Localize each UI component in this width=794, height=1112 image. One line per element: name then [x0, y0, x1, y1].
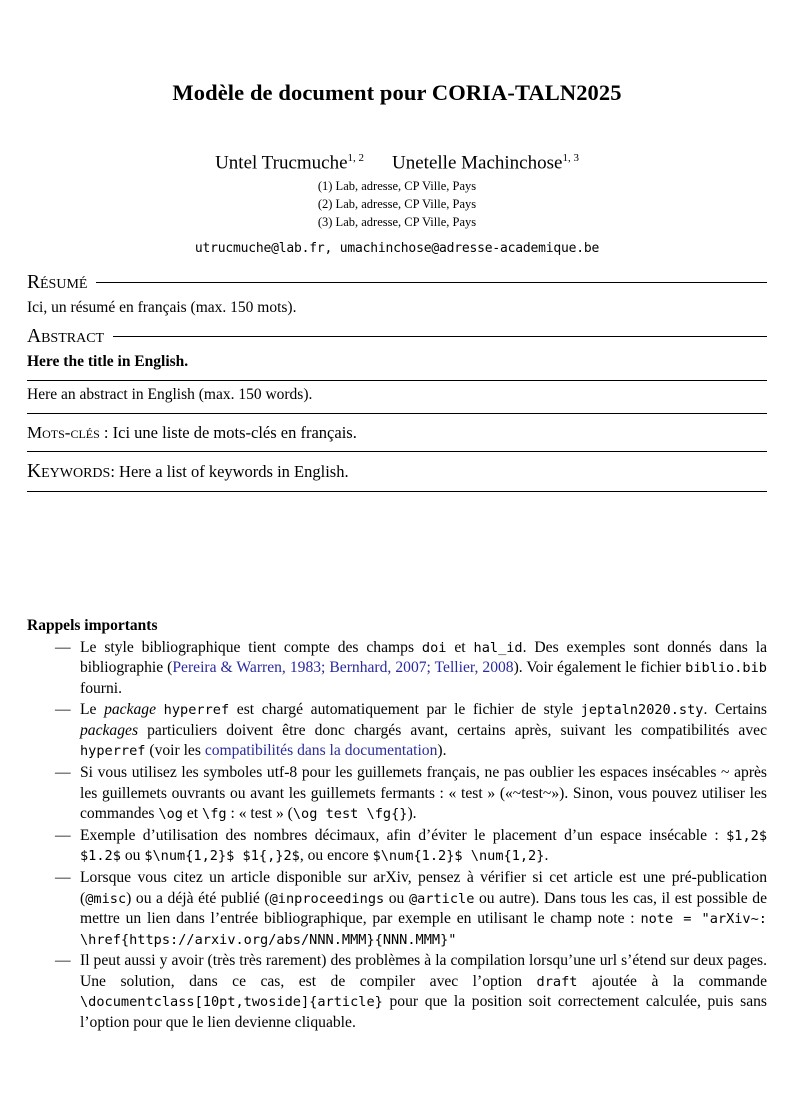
text-run: Exemple d’utilisation des nombres décimaux, afin d’éviter le placement d’un espace insécable :	[80, 826, 727, 844]
resume-text: Ici, un résumé en français (max. 150 mots).	[27, 298, 297, 316]
list-item	[55, 951, 767, 1033]
text-run: ) ou a déjà été publié (	[126, 889, 270, 907]
text-run: biblio.bib	[685, 660, 767, 677]
text-run: @article	[408, 890, 475, 907]
list-item	[55, 638, 767, 700]
keywords-fr-text: : Ici une liste de mots-clés en français.	[99, 422, 357, 442]
author-emails: utrucmuche@lab.fr, umachinchose@adresse-academique.be	[194, 240, 600, 256]
abstract-heading-row	[27, 326, 767, 348]
text-run: $\num{1.2}$ \num{1,2}	[372, 848, 545, 865]
text-run: \fg	[202, 806, 227, 823]
list-item	[55, 868, 767, 950]
text-run: . Certains	[703, 701, 767, 719]
text-run: draft	[536, 973, 578, 990]
section-rappels	[27, 617, 767, 1034]
separator-rule	[27, 451, 767, 452]
author-entry	[215, 152, 364, 174]
author-entry	[392, 152, 579, 174]
text-run: .	[544, 847, 549, 865]
text-run: , ou encore	[299, 847, 373, 865]
author-name: Untel Trucmuche	[215, 152, 348, 174]
text-run: packages	[80, 721, 139, 739]
text-run: ou autre). Dans tous les cas, il est possible de mettre un lien dans l’entrée bibliographique, par exemple en utilisant le champ note :	[80, 889, 768, 928]
text-run: ). Voir également le fichier	[513, 659, 686, 677]
affiliations	[27, 178, 767, 231]
keywords-fr-line	[27, 423, 767, 443]
text-run: hyperref	[163, 702, 230, 719]
text-run: \documentclass[10pt,twoside]{article}	[80, 994, 383, 1011]
text-run: (voir les	[145, 742, 205, 760]
text-run: doi	[421, 639, 447, 656]
section-heading: Rappels importants	[27, 616, 158, 634]
text-run: fourni.	[80, 679, 123, 697]
text-run: $\num{1,2}$ $1{,}2$	[144, 848, 300, 865]
text-run: et	[182, 805, 203, 823]
list-item	[55, 763, 767, 825]
affiliation-line: (2) Lab, adresse, CP Ville, Pays	[317, 197, 477, 212]
text-run: @inproceedings	[269, 890, 385, 907]
text-run: hal_id	[473, 639, 523, 656]
separator-rule	[27, 413, 767, 414]
author-list	[27, 152, 767, 174]
text-run: Le style bibliographique tient compte des champs	[80, 638, 422, 656]
text-run: particuliers doivent être donc chargés avant, certains après, suivant les compatibilités avec	[138, 721, 767, 739]
list-item	[55, 826, 767, 867]
text-run: hyperref	[80, 743, 146, 760]
page-content	[27, 60, 767, 1035]
text-run: jeptaln2020.sty	[580, 702, 704, 719]
author-affil-marker: 1, 2	[347, 152, 365, 164]
list-item	[55, 700, 767, 762]
text-run: Le	[80, 701, 105, 719]
author-name: Unetelle Machinchose	[392, 152, 563, 174]
text-run: Si vous utilisez les symboles utf-8 pour les guillemets français, ne pas oublier les espaces insécables ~ après les guillemets ouvrants ou avant les guillemets fermants : « test » («~test~»). Sinon, vous pouvez utiliser les commandes	[80, 764, 767, 823]
text-run: . Des exemples sont donnés dans la bibliographie (	[80, 638, 768, 677]
text-run: Lorsque vous citez un article disponible sur arXiv, pensez à vérifier si cet article est une pré-publication (	[80, 868, 767, 907]
doc-link[interactable]: compatibilités dans la documentation	[204, 742, 438, 760]
text-run: $1,2$ $1.2$	[80, 827, 767, 865]
citation-link[interactable]: Pereira & Warren, 1983; Bernhard, 2007; Tellier, 2008	[172, 659, 514, 677]
text-run: ou	[120, 847, 145, 865]
page-title: Modèle de document pour CORIA-TALN2025	[172, 80, 622, 105]
abstract-block	[27, 272, 767, 492]
separator-rule	[27, 491, 767, 492]
abstract-label: Abstract	[27, 325, 105, 347]
abstract-text: Here an abstract in English (max. 150 words).	[27, 385, 313, 403]
text-run: est chargé automatiquement par le fichier de style	[229, 701, 581, 719]
keywords-fr-label: Mots-clés	[27, 422, 100, 442]
text-run: note = "arXiv~: \href{https://arxiv.org/abs/NNN.MMM}{NNN.MMM}"	[80, 911, 767, 948]
rappels-list	[27, 638, 767, 1034]
separator-rule	[27, 380, 767, 381]
text-run: et	[446, 638, 474, 656]
text-run: : « test » (	[226, 805, 293, 823]
affiliation-line: (1) Lab, adresse, CP Ville, Pays	[317, 179, 477, 194]
author-affil-marker: 1, 3	[562, 152, 579, 164]
resume-label: Résumé	[27, 271, 88, 293]
keywords-en-line	[27, 461, 767, 483]
heading-rule	[113, 336, 767, 337]
heading-rule	[96, 282, 767, 283]
resume-heading-row	[27, 272, 767, 294]
text-run: ).	[407, 805, 417, 823]
affiliation-line: (3) Lab, adresse, CP Ville, Pays	[317, 214, 477, 229]
text-run: \og	[158, 806, 183, 823]
keywords-en-label: Keywords	[27, 460, 111, 482]
text-run	[156, 701, 164, 718]
text-run: @misc	[85, 890, 127, 907]
text-run: pour que la position soit correctement calculée, puis sans l’option pour que le lien devienne cliquable.	[80, 993, 767, 1031]
english-title: Here the title in English.	[27, 352, 189, 370]
text-run: ou	[384, 889, 409, 907]
text-run: Il peut aussi y avoir (très très rarement) des problèmes à la compilation lorsqu’une url s’étend sur deux pages. Une solution, dans ce cas, est de compiler avec l’option	[80, 952, 767, 990]
keywords-en-text: : Here a list of keywords in English.	[110, 461, 349, 481]
text-run: ajoutée à la commande	[577, 972, 767, 990]
text-run: package	[104, 701, 157, 719]
text-run: ).	[437, 742, 447, 760]
text-run: \og test \fg{}	[292, 806, 408, 823]
